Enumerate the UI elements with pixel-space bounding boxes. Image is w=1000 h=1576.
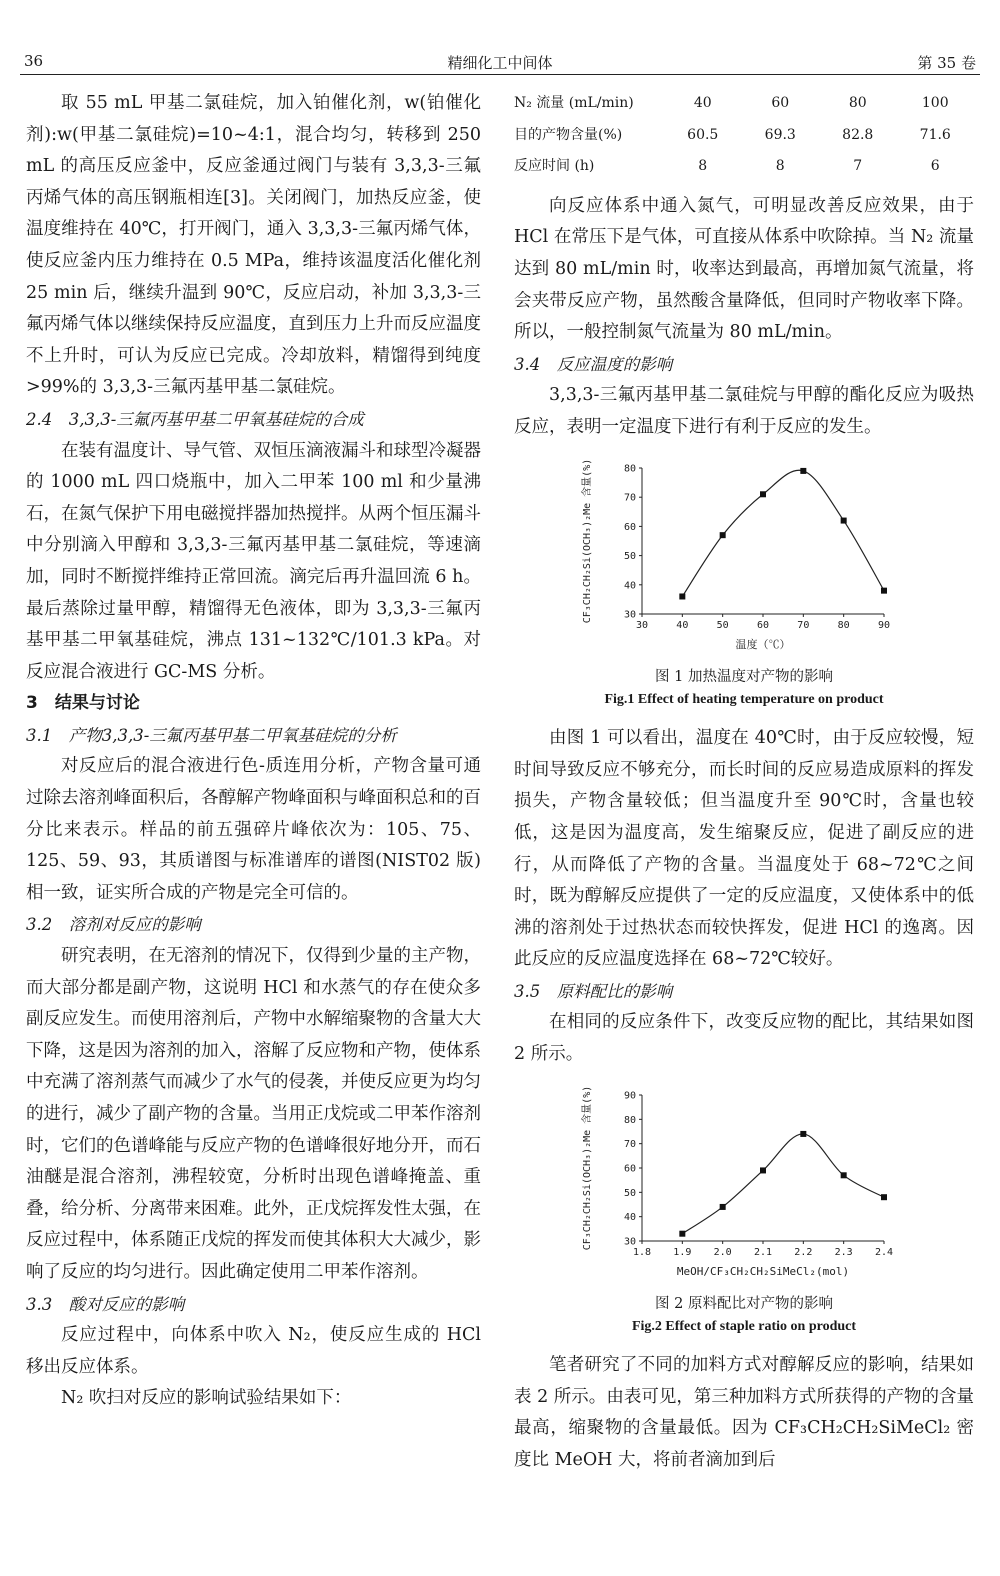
- table-cell: 目的产物含量(%): [514, 126, 623, 143]
- section-heading-3-2: 3.2 溶剂对反应的影响: [26, 915, 201, 935]
- y-tick-label: 50: [623, 550, 636, 562]
- table-cell: 6: [930, 158, 940, 175]
- x-tick-label: 2.0: [713, 1246, 732, 1258]
- y-tick-label: 40: [623, 579, 636, 591]
- paragraph: 笔者研究了不同的加料方式对醇解反应的影响，结果如表 2 所示。由表可见，第三种加料方式所获得的产物的含量最高，缩聚物的含量最低。因为 CF₃CH₂CH₂SiMeCl₂ 密度比 MeOH 大，将前者滴加到后: [514, 1355, 974, 1471]
- figure-2: [514, 1081, 974, 1339]
- table-row: [514, 120, 974, 152]
- paragraph: 由图 1 可以看出，温度在 40℃时，由于反应较慢，短时间导致反应不够充分，而长时间的反应易造成原料的挥发损失，产物含量较低；但当温度升至 90℃时，含量也较低，这是因为温度高，发生缩聚反应，促进了副反应的进行，从而降低了产物的含量。当温度处于 68~72℃之间时，既为醇解反应提供了一定的反应温度，又使体系中的低沸的溶剂处于过热状态而较快挥发，促进 HCl 的逸离。因此反应的反应温度选择在 68~72℃较好。: [514, 728, 974, 970]
- table-cell: 60: [771, 95, 790, 111]
- data-point: [760, 1167, 766, 1173]
- data-point: [800, 467, 806, 473]
- section-heading-3-3: 3.3 酸对反应的影响: [26, 1294, 185, 1314]
- x-tick-label: 50: [716, 619, 729, 631]
- y-tick-label: 30: [623, 609, 636, 621]
- x-tick-label: 2.4: [874, 1246, 894, 1258]
- y-tick-label: 60: [623, 521, 636, 533]
- table-row: [514, 88, 974, 120]
- section-heading-3: 3 结果与讨论: [26, 693, 140, 714]
- data-point: [800, 1131, 806, 1137]
- table-cell: 40: [693, 95, 712, 111]
- page-number: 36: [24, 52, 44, 70]
- x-tick-label: 2.1: [753, 1246, 773, 1258]
- paragraph: 对反应后的混合液进行色-质连用分析，产物含量可通过除去溶剂峰面积后，各醇解产物峰面积与峰面积总和的百分比来表示。样品的前五强碎片峰依次为：105、75、125、59、93，其质谱图与标准谱库的谱图(NIST02 版)相一致，证实所合成的产物是完全可信的。: [26, 756, 481, 903]
- table-cell: 8: [698, 158, 708, 175]
- figure-1: [514, 454, 974, 712]
- x-tick-label: 30: [635, 619, 649, 631]
- paragraph: 研究表明，在无溶剂的情况下，仅得到少量的主产物，而大部分都是副产物，这说明 HCl 和水蒸气的存在使众多副反应发生。而使用溶剂后，产物中水解缩聚物的含量大大下降，这是因为溶剂的加入，溶解了反应物和产物，使体系中充满了溶剂蒸气而减少了水气的侵袭，并使反应更为均匀的进行，减少了副产物的含量。当用正戊烷或二甲苯作溶剂时，它们的色谱峰能与反应产物的色谱峰很好地分开，而石油醚是混合溶剂，沸程较宽，分析时出现色谱峰掩盖、重叠，给分析、分离带来困难。此外，正戊烷挥发性太强，在反应过程中，体系随正戊烷的挥发而使其体积大大减少，影响了反应的均匀进行。因此确定使用二甲苯作溶剂。: [26, 946, 481, 1282]
- paragraph: 向反应体系中通入氮气，可明显改善反应效果，由于 HCl 在常压下是气体，可直接从体系中吹除掉。当 N₂ 流量达到 80 mL/min 时，收率达到最高，再增加氮气流量，将会夹带反应产物，虽然酸含量降低，但同时产物收率下降。所以，一般控制氮气流量为 80 mL/min。: [514, 195, 974, 343]
- x-tick-label: 2.2: [794, 1246, 813, 1258]
- section-heading-3-5: 3.5 原料配比的影响: [514, 981, 673, 1001]
- table-cell: 60.5: [687, 126, 719, 143]
- page-header: [20, 44, 980, 75]
- series-line: [682, 1134, 884, 1234]
- data-point: [720, 1204, 726, 1210]
- section-heading-2-4: 2.4 3,3,3-三氟丙基甲基二甲氧基硅烷的合成: [26, 409, 364, 429]
- figure-2-caption-en: Fig.2 Effect of staple ratio on product: [631, 1319, 857, 1335]
- data-point: [841, 1172, 847, 1178]
- x-tick-label: 60: [756, 619, 770, 631]
- y-tick-label: 30: [623, 1236, 636, 1248]
- journal-title: 精细化工中间体: [447, 54, 553, 72]
- x-axis-label: MeOH/CF₃CH₂CH₂SiMeCl₂(mol): [676, 1264, 850, 1278]
- table-cell: 100: [921, 95, 949, 111]
- table-cell: 82.8: [842, 126, 874, 143]
- paragraph: 3,3,3-三氟丙基甲基二氯硅烷与甲醇的酯化反应为吸热反应，表明一定温度下进行有利于反应的发生。: [514, 385, 974, 437]
- y-tick-label: 80: [623, 463, 636, 475]
- table-cell: 7: [853, 158, 863, 175]
- figure-2-chart: [564, 1081, 924, 1281]
- data-point: [881, 1194, 887, 1200]
- x-tick-label: 2.3: [834, 1246, 853, 1258]
- section-heading-3-4: 3.4 反应温度的影响: [514, 354, 673, 374]
- x-tick-label: 1.9: [673, 1246, 692, 1258]
- paragraph: N₂ 吹扫对反应的影响试验结果如下：: [61, 1388, 352, 1409]
- section-heading-3-1: 3.1 产物3,3,3-三氟丙基甲基二甲氧基硅烷的分析: [26, 725, 397, 745]
- y-tick-label: 90: [623, 1090, 636, 1102]
- figure-2-caption-cn: 图 2 原料配比对产物的影响: [655, 1296, 833, 1313]
- left-column: [26, 88, 481, 1415]
- data-point: [679, 593, 685, 599]
- x-axis-label: 温度（℃）: [735, 637, 791, 651]
- paragraph: 取 55 mL 甲基二氯硅烷，加入铂催化剂，w(铂催化剂):w(甲基二氯硅烷)=10~4:1，混合均匀，转移到 250 mL 的高压反应釜中，反应釜通过阀门与装有 3,3,3-三氟丙烯气体的高压钢瓶相连[3]。关闭阀门，加热反应釜，使温度维持在 40℃，打开阀门，通入 3,3,3-三氟丙烯气体，使反应釜内压力维持在 0.5 MPa，维持该温度活化催化剂 25 min 后，继续升温到 90℃，反应启动，补加 3,3,3-三氟丙烯气体以继续保持反应温度，直到压力上升而反应温度不上升时，可认为反应已完成。冷却放料，精馏得到纯度>99%的 3,3,3-三氟丙基甲基二氯硅烷。: [26, 93, 481, 398]
- y-tick-label: 60: [623, 1163, 636, 1175]
- table-cell: 80: [848, 95, 867, 111]
- figure-1-caption-en: Fig.1 Effect of heating temperature on product: [604, 692, 884, 708]
- x-tick-label: 1.8: [632, 1246, 652, 1258]
- y-axis-label: CF₃CH₂CH₂Si(OCH₃)₂Me 含量(%): [582, 458, 593, 623]
- x-tick-label: 90: [877, 619, 891, 631]
- y-tick-label: 70: [623, 492, 636, 504]
- n2-table: [514, 88, 974, 183]
- table-row: [514, 151, 974, 183]
- paragraph: 在装有温度计、导气管、双恒压滴液漏斗和球型冷凝器的 1000 mL 四口烧瓶中，加入二甲苯 100 ml 和少量沸石，在氮气保护下用电磁搅拌器加热搅拌。从两个恒压漏斗中分别滴入甲醇和 3,3,3-三氟丙基甲基二氯硅烷，等速滴加，同时不断搅拌维持正常回流。滴完后再升温回流 6 h。最后蒸除过量甲醇，精馏得无色液体，即为 3,3,3-三氟丙基甲基二甲氧基硅烷，沸点 131~132℃/101.3 kPa。对反应混合液进行 GC-MS 分析。: [26, 440, 481, 682]
- data-point: [841, 517, 847, 523]
- paragraph: 反应过程中，向体系中吹入 N₂，使反应生成的 HCl 移出反应体系。: [26, 1325, 481, 1377]
- volume-label: 第 35 卷: [917, 54, 976, 72]
- table-cell: N₂ 流量 (mL/min): [514, 95, 634, 111]
- table-cell: 69.3: [764, 126, 796, 143]
- table-cell: 71.6: [919, 126, 951, 143]
- data-point: [720, 532, 726, 538]
- right-column: [514, 88, 974, 1477]
- y-tick-label: 40: [623, 1211, 636, 1223]
- y-axis-label: CF₃CH₂CH₂Si(OCH₃)₂Me 含量(%): [582, 1085, 593, 1250]
- figure-1-chart: [564, 454, 924, 654]
- y-tick-label: 80: [623, 1114, 636, 1126]
- x-tick-label: 40: [676, 619, 689, 631]
- y-tick-label: 70: [623, 1138, 636, 1150]
- series-line: [682, 470, 884, 596]
- table-cell: 反应时间 (h): [514, 158, 595, 175]
- y-tick-label: 50: [623, 1187, 636, 1199]
- data-point: [881, 587, 887, 593]
- data-point: [760, 491, 766, 497]
- x-tick-label: 70: [797, 619, 810, 631]
- x-tick-label: 80: [837, 619, 850, 631]
- table-cell: 8: [775, 158, 785, 175]
- data-point: [679, 1230, 685, 1236]
- figure-1-caption-cn: 图 1 加热温度对产物的影响: [655, 669, 833, 686]
- paragraph: 在相同的反应条件下，改变反应物的配比，其结果如图 2 所示。: [514, 1012, 974, 1065]
